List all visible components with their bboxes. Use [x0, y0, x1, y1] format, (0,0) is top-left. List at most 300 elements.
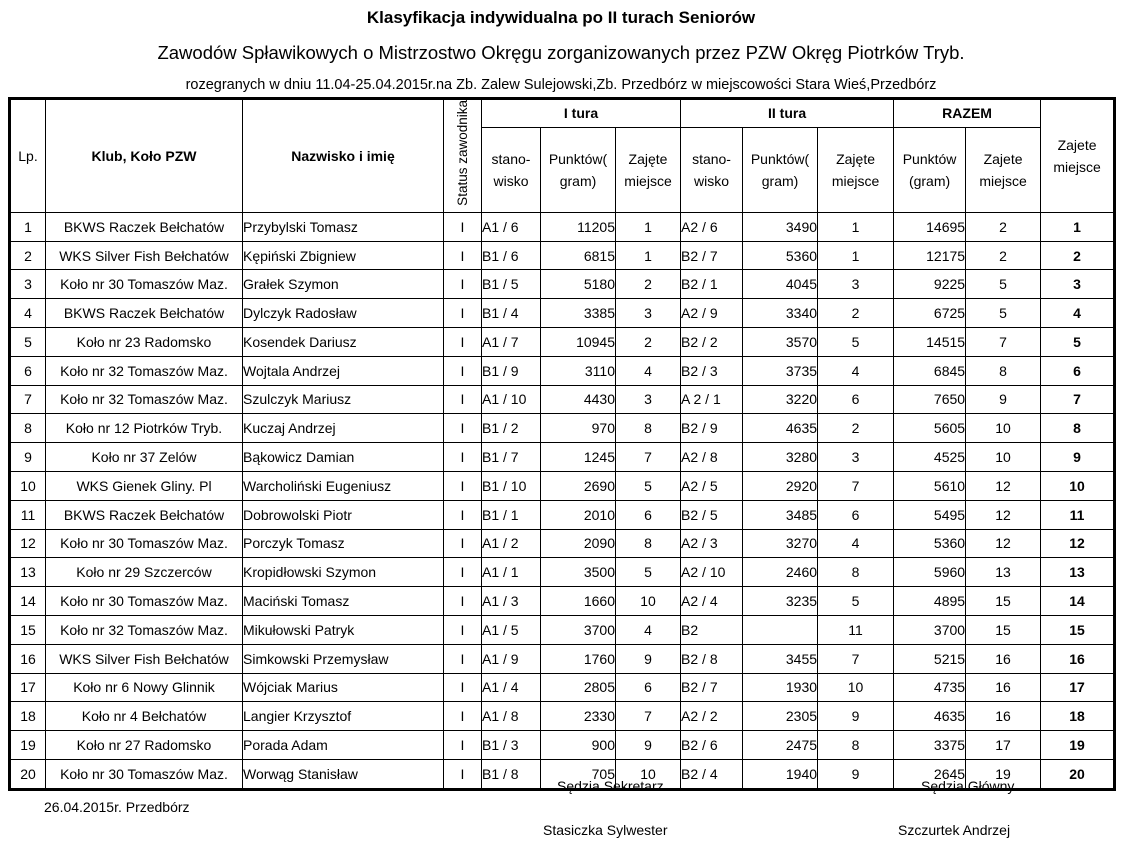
- cell-status: I: [444, 241, 482, 270]
- cell-club: WKS Gienek Gliny. Pl: [46, 471, 243, 500]
- cell-punkty-1: 2805: [541, 673, 616, 702]
- col-zajete-1: Zajęte miejsce: [616, 127, 681, 212]
- cell-zajete-2: 11: [818, 615, 894, 644]
- cell-place: 10: [1041, 471, 1115, 500]
- cell-stanowisko-1: B1 / 2: [482, 414, 541, 443]
- cell-zajete-1: 5: [616, 558, 681, 587]
- cell-zajete-2: 2: [818, 414, 894, 443]
- table-row: [10, 328, 1115, 357]
- col-group-tura1: I tura: [482, 99, 681, 128]
- cell-zajete-1: 9: [616, 644, 681, 673]
- cell-punkty-razem: 6845: [894, 356, 966, 385]
- table-body: [10, 212, 1115, 789]
- table-row: [10, 471, 1115, 500]
- cell-punkty-razem: 4525: [894, 443, 966, 472]
- cell-punkty-razem: 5610: [894, 471, 966, 500]
- cell-punkty-1: 2690: [541, 471, 616, 500]
- cell-place: 13: [1041, 558, 1115, 587]
- cell-zajete-2: 5: [818, 587, 894, 616]
- cell-zajete-1: 2: [616, 270, 681, 299]
- cell-punkty-1: 705: [541, 759, 616, 789]
- cell-place: 15: [1041, 615, 1115, 644]
- cell-zajete-1: 10: [616, 587, 681, 616]
- cell-punkty-1: 1660: [541, 587, 616, 616]
- cell-zajete-2: 8: [818, 731, 894, 760]
- cell-punkty-1: 11205: [541, 212, 616, 241]
- document-title: Klasyfikacja indywidualna po II turach Seniorów: [366, 8, 756, 27]
- cell-punkty-2: 3270: [743, 529, 818, 558]
- cell-status: I: [444, 414, 482, 443]
- cell-status: I: [444, 644, 482, 673]
- cell-stanowisko-1: B1 / 9: [482, 356, 541, 385]
- cell-punkty-razem: 4635: [894, 702, 966, 731]
- cell-zajete-2: 1: [818, 212, 894, 241]
- table-header: [10, 99, 1115, 213]
- cell-name: Warcholiński Eugeniusz: [243, 471, 444, 500]
- cell-stanowisko-2: B2 / 9: [681, 414, 743, 443]
- cell-status: I: [444, 558, 482, 587]
- cell-punkty-1: 1245: [541, 443, 616, 472]
- cell-place: 5: [1041, 328, 1115, 357]
- cell-place: 17: [1041, 673, 1115, 702]
- cell-zajete-razem: 13: [966, 558, 1041, 587]
- cell-punkty-2: 3490: [743, 212, 818, 241]
- cell-stanowisko-1: A1 / 6: [482, 212, 541, 241]
- cell-status: I: [444, 529, 482, 558]
- cell-punkty-2: 2460: [743, 558, 818, 587]
- cell-status: I: [444, 328, 482, 357]
- cell-lp: 11: [10, 500, 46, 529]
- cell-place: 4: [1041, 299, 1115, 328]
- cell-zajete-razem: 5: [966, 270, 1041, 299]
- cell-punkty-razem: 3700: [894, 615, 966, 644]
- cell-stanowisko-1: A1 / 2: [482, 529, 541, 558]
- cell-punkty-razem: 5605: [894, 414, 966, 443]
- table-row: [10, 558, 1115, 587]
- cell-zajete-2: 9: [818, 702, 894, 731]
- cell-zajete-2: 9: [818, 759, 894, 789]
- cell-punkty-2: 3340: [743, 299, 818, 328]
- cell-status: I: [444, 443, 482, 472]
- cell-lp: 15: [10, 615, 46, 644]
- cell-zajete-razem: 9: [966, 385, 1041, 414]
- cell-status: I: [444, 270, 482, 299]
- cell-punkty-2: 2305: [743, 702, 818, 731]
- cell-place: 2: [1041, 241, 1115, 270]
- cell-zajete-1: 2: [616, 328, 681, 357]
- cell-stanowisko-1: A1 / 3: [482, 587, 541, 616]
- cell-zajete-razem: 16: [966, 673, 1041, 702]
- cell-stanowisko-2: B2: [681, 615, 743, 644]
- cell-stanowisko-1: A1 / 7: [482, 328, 541, 357]
- cell-name: Worwąg Stanisław: [243, 759, 444, 789]
- cell-punkty-2: 3280: [743, 443, 818, 472]
- cell-name: Dobrowolski Piotr: [243, 500, 444, 529]
- col-status-label: Status zawodnika: [455, 100, 470, 206]
- cell-club: WKS Silver Fish Bełchatów: [46, 644, 243, 673]
- cell-zajete-2: 7: [818, 644, 894, 673]
- cell-name: Langier Krzysztof: [243, 702, 444, 731]
- col-group-tura2: II tura: [681, 99, 894, 128]
- table-row: [10, 212, 1115, 241]
- cell-stanowisko-2: B2 / 1: [681, 270, 743, 299]
- table-row: [10, 385, 1115, 414]
- cell-lp: 2: [10, 241, 46, 270]
- cell-zajete-1: 6: [616, 673, 681, 702]
- cell-lp: 6: [10, 356, 46, 385]
- chief-judge-role: Sędzia Główny: [921, 778, 1015, 794]
- cell-punkty-1: 3110: [541, 356, 616, 385]
- secretary-name: Stasiczka Sylwester: [543, 822, 668, 838]
- cell-zajete-razem: 5: [966, 299, 1041, 328]
- cell-place: 8: [1041, 414, 1115, 443]
- cell-punkty-1: 3385: [541, 299, 616, 328]
- cell-stanowisko-1: B1 / 1: [482, 500, 541, 529]
- cell-zajete-razem: 12: [966, 529, 1041, 558]
- cell-name: Wójciak Marius: [243, 673, 444, 702]
- table-row: [10, 443, 1115, 472]
- cell-stanowisko-1: B1 / 4: [482, 299, 541, 328]
- col-group-razem: RAZEM: [894, 99, 1041, 128]
- cell-club: Koło nr 32 Tomaszów Maz.: [46, 385, 243, 414]
- col-zajete-razem: Zajete miejsce: [966, 127, 1041, 212]
- cell-zajete-2: 1: [818, 241, 894, 270]
- cell-stanowisko-1: A1 / 4: [482, 673, 541, 702]
- cell-lp: 19: [10, 731, 46, 760]
- cell-name: Szulczyk Mariusz: [243, 385, 444, 414]
- cell-lp: 17: [10, 673, 46, 702]
- cell-zajete-razem: 15: [966, 587, 1041, 616]
- cell-lp: 1: [10, 212, 46, 241]
- cell-club: Koło nr 27 Radomsko: [46, 731, 243, 760]
- cell-name: Kępiński Zbigniew: [243, 241, 444, 270]
- col-club: Klub, Koło PZW: [46, 99, 243, 213]
- cell-punkty-1: 10945: [541, 328, 616, 357]
- cell-name: Przybylski Tomasz: [243, 212, 444, 241]
- cell-status: I: [444, 212, 482, 241]
- cell-stanowisko-2: A2 / 5: [681, 471, 743, 500]
- cell-stanowisko-1: B1 / 5: [482, 270, 541, 299]
- cell-punkty-razem: 7650: [894, 385, 966, 414]
- cell-lp: 5: [10, 328, 46, 357]
- cell-punkty-1: 3500: [541, 558, 616, 587]
- cell-status: I: [444, 587, 482, 616]
- cell-place: 16: [1041, 644, 1115, 673]
- cell-zajete-razem: 2: [966, 212, 1041, 241]
- col-punkty-razem: Punktów (gram): [894, 127, 966, 212]
- cell-zajete-2: 6: [818, 385, 894, 414]
- cell-stanowisko-2: A2 / 8: [681, 443, 743, 472]
- cell-punkty-razem: 5495: [894, 500, 966, 529]
- cell-punkty-2: 1930: [743, 673, 818, 702]
- cell-place: 1: [1041, 212, 1115, 241]
- cell-club: Koło nr 32 Tomaszów Maz.: [46, 356, 243, 385]
- cell-punkty-2: 3455: [743, 644, 818, 673]
- cell-zajete-1: 9: [616, 731, 681, 760]
- cell-club: Koło nr 23 Radomsko: [46, 328, 243, 357]
- cell-punkty-1: 5180: [541, 270, 616, 299]
- table-row: [10, 270, 1115, 299]
- cell-zajete-razem: 12: [966, 500, 1041, 529]
- cell-zajete-razem: 2: [966, 241, 1041, 270]
- cell-zajete-2: 5: [818, 328, 894, 357]
- cell-zajete-1: 7: [616, 443, 681, 472]
- cell-club: WKS Silver Fish Bełchatów: [46, 241, 243, 270]
- cell-place: 7: [1041, 385, 1115, 414]
- cell-lp: 18: [10, 702, 46, 731]
- cell-place: 19: [1041, 731, 1115, 760]
- cell-club: Koło nr 37 Zelów: [46, 443, 243, 472]
- table-row: [10, 673, 1115, 702]
- cell-stanowisko-1: B1 / 10: [482, 471, 541, 500]
- cell-punkty-2: 1940: [743, 759, 818, 789]
- cell-status: I: [444, 673, 482, 702]
- cell-stanowisko-2: A 2 / 1: [681, 385, 743, 414]
- cell-name: Bąkowicz Damian: [243, 443, 444, 472]
- cell-lp: 14: [10, 587, 46, 616]
- table-row: [10, 587, 1115, 616]
- cell-zajete-1: 7: [616, 702, 681, 731]
- chief-judge-name: Szczurtek Andrzej: [898, 822, 1011, 838]
- cell-name: Simkowski Przemysław: [243, 644, 444, 673]
- cell-stanowisko-2: A2 / 3: [681, 529, 743, 558]
- cell-punkty-2: 4635: [743, 414, 818, 443]
- cell-stanowisko-2: B2 / 7: [681, 241, 743, 270]
- cell-place: 14: [1041, 587, 1115, 616]
- cell-punkty-razem: 14695: [894, 212, 966, 241]
- cell-name: Kuczaj Andrzej: [243, 414, 444, 443]
- cell-place: 11: [1041, 500, 1115, 529]
- secretary-role: Sędzia Sekretarz: [557, 778, 664, 794]
- cell-club: Koło nr 30 Tomaszów Maz.: [46, 759, 243, 789]
- col-place: Zajete miejsce: [1041, 99, 1115, 213]
- cell-status: I: [444, 356, 482, 385]
- document-subtitle: Zawodów Spławikowych o Mistrzostwo Okręgu zorganizowanych przez PZW Okręg Piotrków Tryb.: [157, 42, 965, 63]
- cell-stanowisko-1: B1 / 7: [482, 443, 541, 472]
- cell-stanowisko-2: A2 / 4: [681, 587, 743, 616]
- cell-lp: 16: [10, 644, 46, 673]
- cell-zajete-2: 3: [818, 443, 894, 472]
- table-row: [10, 241, 1115, 270]
- cell-zajete-2: 10: [818, 673, 894, 702]
- cell-punkty-1: 900: [541, 731, 616, 760]
- cell-punkty-2: 3735: [743, 356, 818, 385]
- cell-stanowisko-1: A1 / 5: [482, 615, 541, 644]
- cell-zajete-razem: 16: [966, 644, 1041, 673]
- cell-punkty-razem: 4735: [894, 673, 966, 702]
- cell-club: Koło nr 30 Tomaszów Maz.: [46, 587, 243, 616]
- cell-stanowisko-2: B2 / 7: [681, 673, 743, 702]
- table-row: [10, 702, 1115, 731]
- cell-club: Koło nr 12 Piotrków Tryb.: [46, 414, 243, 443]
- cell-lp: 20: [10, 759, 46, 789]
- cell-punkty-1: 970: [541, 414, 616, 443]
- cell-club: Koło nr 32 Tomaszów Maz.: [46, 615, 243, 644]
- cell-name: Grałek Szymon: [243, 270, 444, 299]
- cell-place: 9: [1041, 443, 1115, 472]
- cell-club: BKWS Raczek Bełchatów: [46, 299, 243, 328]
- cell-stanowisko-1: B1 / 8: [482, 759, 541, 789]
- cell-club: Koło nr 4 Bełchatów: [46, 702, 243, 731]
- cell-punkty-razem: 6725: [894, 299, 966, 328]
- cell-zajete-razem: 17: [966, 731, 1041, 760]
- cell-lp: 3: [10, 270, 46, 299]
- cell-lp: 9: [10, 443, 46, 472]
- cell-punkty-razem: 5215: [894, 644, 966, 673]
- cell-zajete-1: 3: [616, 299, 681, 328]
- col-stanowisko-1: stano- wisko: [482, 127, 541, 212]
- cell-punkty-razem: 2645: [894, 759, 966, 789]
- cell-punkty-2: 3570: [743, 328, 818, 357]
- cell-club: Koło nr 6 Nowy Glinnik: [46, 673, 243, 702]
- cell-lp: 4: [10, 299, 46, 328]
- cell-zajete-razem: 10: [966, 414, 1041, 443]
- cell-name: Kropidłowski Szymon: [243, 558, 444, 587]
- col-zajete-2: Zajęte miejsce: [818, 127, 894, 212]
- cell-name: Mikułowski Patryk: [243, 615, 444, 644]
- cell-punkty-1: 1760: [541, 644, 616, 673]
- col-lp: Lp.: [10, 99, 46, 213]
- cell-lp: 13: [10, 558, 46, 587]
- cell-punkty-1: 6815: [541, 241, 616, 270]
- cell-stanowisko-1: A1 / 9: [482, 644, 541, 673]
- table-row: [10, 644, 1115, 673]
- cell-punkty-2: 5360: [743, 241, 818, 270]
- cell-stanowisko-1: A1 / 10: [482, 385, 541, 414]
- cell-zajete-2: 8: [818, 558, 894, 587]
- cell-stanowisko-2: A2 / 9: [681, 299, 743, 328]
- cell-punkty-razem: 3375: [894, 731, 966, 760]
- cell-stanowisko-2: B2 / 8: [681, 644, 743, 673]
- cell-club: Koło nr 30 Tomaszów Maz.: [46, 270, 243, 299]
- cell-name: Dylczyk Radosław: [243, 299, 444, 328]
- cell-punkty-razem: 5360: [894, 529, 966, 558]
- cell-name: Maciński Tomasz: [243, 587, 444, 616]
- cell-stanowisko-1: B1 / 6: [482, 241, 541, 270]
- col-stanowisko-2: stano- wisko: [681, 127, 743, 212]
- col-status: [444, 99, 482, 213]
- table-row: [10, 414, 1115, 443]
- cell-stanowisko-2: B2 / 4: [681, 759, 743, 789]
- cell-lp: 8: [10, 414, 46, 443]
- cell-place: 18: [1041, 702, 1115, 731]
- cell-stanowisko-2: B2 / 3: [681, 356, 743, 385]
- cell-zajete-1: 10: [616, 759, 681, 789]
- cell-status: I: [444, 385, 482, 414]
- results-table: [8, 97, 1116, 791]
- cell-punkty-1: 2090: [541, 529, 616, 558]
- cell-zajete-razem: 10: [966, 443, 1041, 472]
- cell-zajete-2: 4: [818, 529, 894, 558]
- cell-punkty-1: 3700: [541, 615, 616, 644]
- cell-punkty-2: 3485: [743, 500, 818, 529]
- cell-lp: 7: [10, 385, 46, 414]
- cell-club: BKWS Raczek Bełchatów: [46, 212, 243, 241]
- cell-name: Porada Adam: [243, 731, 444, 760]
- cell-punkty-2: [743, 615, 818, 644]
- cell-stanowisko-2: B2 / 2: [681, 328, 743, 357]
- table-row: [10, 500, 1115, 529]
- cell-status: I: [444, 731, 482, 760]
- cell-zajete-2: 3: [818, 270, 894, 299]
- cell-place: 20: [1041, 759, 1115, 789]
- cell-zajete-1: 8: [616, 529, 681, 558]
- cell-stanowisko-1: B1 / 3: [482, 731, 541, 760]
- cell-punkty-2: 3220: [743, 385, 818, 414]
- cell-punkty-1: 2010: [541, 500, 616, 529]
- cell-club: Koło nr 30 Tomaszów Maz.: [46, 529, 243, 558]
- cell-zajete-1: 6: [616, 500, 681, 529]
- cell-stanowisko-1: A1 / 8: [482, 702, 541, 731]
- cell-place: 12: [1041, 529, 1115, 558]
- cell-zajete-razem: 12: [966, 471, 1041, 500]
- cell-zajete-1: 5: [616, 471, 681, 500]
- cell-stanowisko-2: B2 / 5: [681, 500, 743, 529]
- col-punkty-1: Punktów( gram): [541, 127, 616, 212]
- cell-punkty-razem: 14515: [894, 328, 966, 357]
- cell-punkty-1: 2330: [541, 702, 616, 731]
- cell-stanowisko-2: A2 / 6: [681, 212, 743, 241]
- document-info: rozegranych w dniu 11.04-25.04.2015r.na Zb. Zalew Sulejowski,Zb. Przedbórz w miejscowości Stara Wieś,Przedbórz: [185, 77, 937, 93]
- cell-zajete-1: 4: [616, 615, 681, 644]
- cell-stanowisko-2: B2 / 6: [681, 731, 743, 760]
- cell-name: Wojtala Andrzej: [243, 356, 444, 385]
- cell-punkty-2: 3235: [743, 587, 818, 616]
- cell-zajete-razem: 7: [966, 328, 1041, 357]
- cell-status: I: [444, 299, 482, 328]
- cell-stanowisko-2: A2 / 2: [681, 702, 743, 731]
- cell-stanowisko-1: A1 / 1: [482, 558, 541, 587]
- cell-zajete-razem: 8: [966, 356, 1041, 385]
- cell-punkty-razem: 5960: [894, 558, 966, 587]
- cell-club: Koło nr 29 Szczerców: [46, 558, 243, 587]
- cell-punkty-2: 2475: [743, 731, 818, 760]
- table-row: [10, 731, 1115, 760]
- cell-lp: 12: [10, 529, 46, 558]
- date-place: 26.04.2015r. Przedbórz: [44, 799, 190, 815]
- cell-stanowisko-2: A2 / 10: [681, 558, 743, 587]
- cell-punkty-1: 4430: [541, 385, 616, 414]
- cell-zajete-razem: 15: [966, 615, 1041, 644]
- cell-lp: 10: [10, 471, 46, 500]
- cell-punkty-razem: 12175: [894, 241, 966, 270]
- cell-punkty-2: 2920: [743, 471, 818, 500]
- cell-status: I: [444, 500, 482, 529]
- cell-punkty-razem: 9225: [894, 270, 966, 299]
- cell-zajete-1: 3: [616, 385, 681, 414]
- cell-status: I: [444, 471, 482, 500]
- cell-zajete-razem: 16: [966, 702, 1041, 731]
- cell-punkty-razem: 4895: [894, 587, 966, 616]
- cell-zajete-2: 7: [818, 471, 894, 500]
- table-row: [10, 615, 1115, 644]
- cell-status: I: [444, 702, 482, 731]
- cell-name: Porczyk Tomasz: [243, 529, 444, 558]
- cell-name: Kosendek Dariusz: [243, 328, 444, 357]
- cell-zajete-2: 6: [818, 500, 894, 529]
- cell-status: I: [444, 615, 482, 644]
- cell-zajete-1: 8: [616, 414, 681, 443]
- cell-zajete-razem: 19: [966, 759, 1041, 789]
- cell-punkty-2: 4045: [743, 270, 818, 299]
- cell-zajete-2: 4: [818, 356, 894, 385]
- cell-zajete-2: 2: [818, 299, 894, 328]
- cell-zajete-1: 1: [616, 212, 681, 241]
- col-name: Nazwisko i imię: [243, 99, 444, 213]
- cell-place: 3: [1041, 270, 1115, 299]
- cell-status: I: [444, 759, 482, 789]
- cell-zajete-1: 4: [616, 356, 681, 385]
